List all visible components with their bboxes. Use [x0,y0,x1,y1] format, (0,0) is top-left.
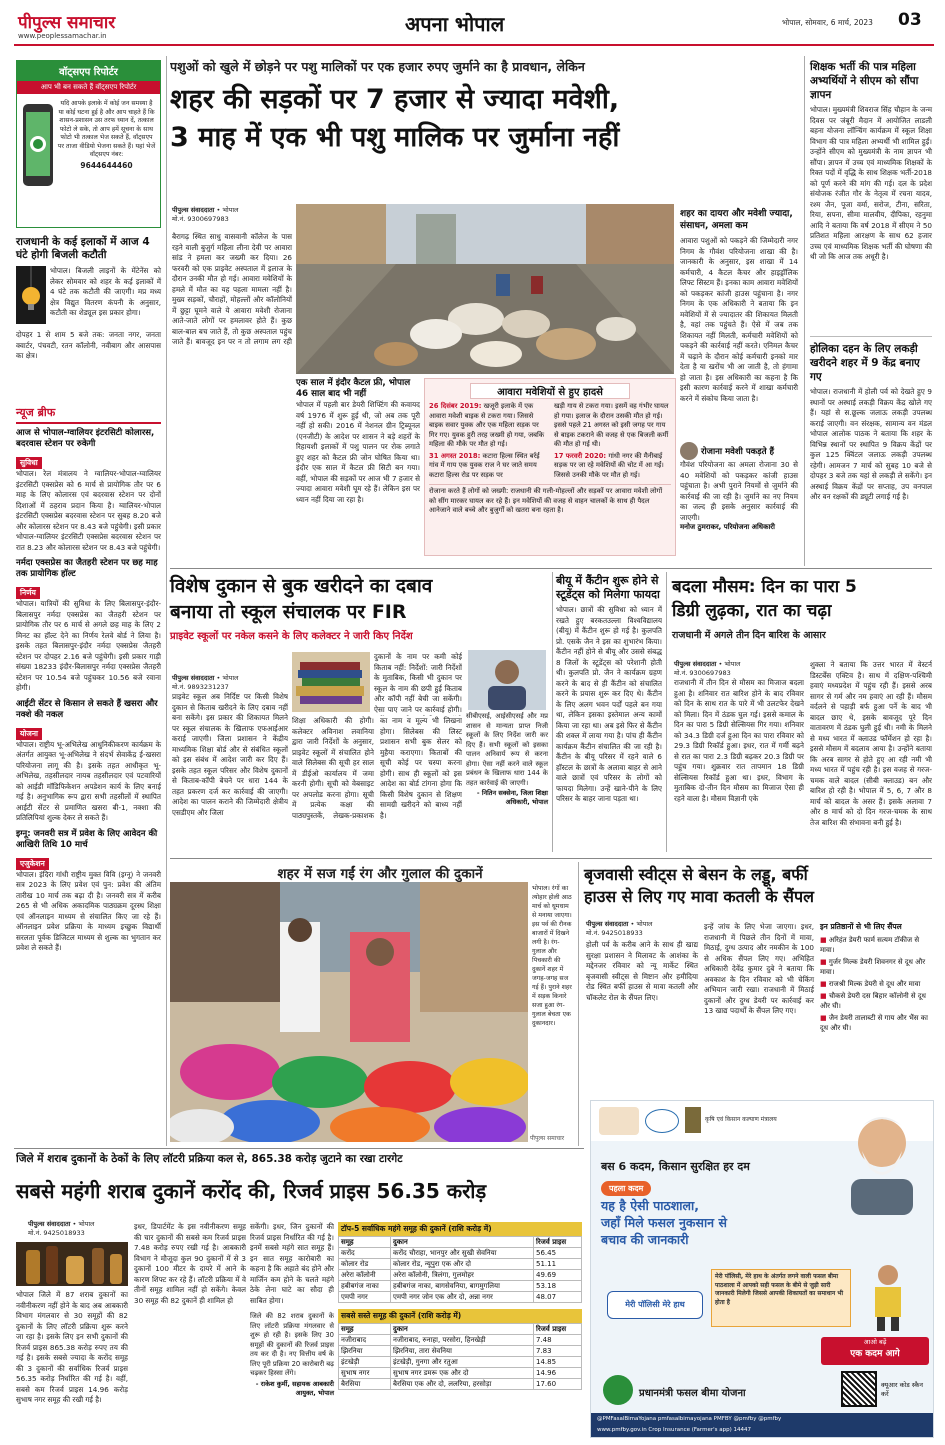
weather-headline-1: बदला मौसम: दिन का पारा 5 [672,577,857,597]
bu-article [556,574,662,835]
brief-headline: नर्मदा एक्सप्रेस का जैतहरी स्टेशन पर छह माह तक प्रायोगिक हॉल्ट [16,558,158,579]
liquor-body-3: सकेंगी। इधर, जिन दुकानों की रिजर्व प्राइस निर्धारित की गई है। इनमें सबसे महंगे सात समूह हैं। इन सात समूह कारोबारी का कहना है कि अहाते बंद होने और मार्जिन कम होने के चलते महंगे ठेके लेना घाटे का सौदा ही साबित होगा। [250,1222,334,1305]
lead-body: बैरागढ़ स्थित साधु वासवानी कॉलेज के पास रहने वाली बुजुर्ग महिला लीना देवी पर आवारा सांड ने हमला कर जख्मी कर दिया। 26 फरवरी को एक प्राइवेट अस्पताल में इलाज के दौरान उनकी मौत हो गई। आवारा मवेशियों के हमले में मौत का यह पहला मामला नहीं है। मुख्य सड़कों, चौराहों, मोहल्लों और कॉलोनियों में छुट्टा घूमने वाले ये आवारा मवेशी रोजाना आते-जाते लोगों पर हमलावर होते हैं। कुछ बाल-बाल बच जाते हैं, तो कुछ अस्पताल पहुंच जाते हैं। बावजूद इन पर न तो लगाम लग रही [172,232,292,346]
news-brief-label: न्यूज ब्रीफ [16,405,161,424]
ad-info-box: मेरी पॉलिसी, मेरे हाथ के अंतर्गत लगने वाली फसल बीमा पाठशाला में आपको सही फसल के बीमे से जुड़ी सारी जानकारी मिलेगी जिससे आपकी शिकायतों का समाधान भी होता है [711,1269,851,1327]
sweets-list [820,922,934,1035]
weather-subhead: राजधानी में अगले तीन दिन बारिश के आसार [672,630,826,641]
bu-headline: बीयू में कैंटीन शुरू होने से स्टूडेंट्स को मिलेगा फायदा [556,574,660,601]
lead-quote-box [680,442,798,532]
liquor-byline: पीपुल्स संवाददाता • भोपाल मो.नं. 9425018933 [28,1220,95,1237]
ad-title-3: बचाव की जानकारी [601,1232,689,1247]
sweets-byline: पीपुल्स संवाददाता • भोपाल मो.नं. 9425018933 [586,920,653,937]
quote-person-icon [680,442,698,460]
quote-author: मनोज ठुमराकर, परियोजना अधिकारी [680,523,775,531]
brief-headline: आईटी सेंटर से किसान ले सकते हैं खसरा और नक्शे की नकल [16,698,158,720]
pmfby-logo-icon [603,1375,633,1405]
news-brief-list [16,428,161,954]
brief-body: भोपाल। इंदिरा गांधी राष्ट्रीय मुक्त विवि (इग्नू) ने जनवरी सत्र 2023 के लिए प्रवेश एवं पुन: प्रवेश की अंतिम तारीख 10 मार्च तक बढ़ा दी है। जनवरी सत्र में करीब 265 से भी अधिक अकादमिक पाठ्यक्रम दूरस्थ शिक्षा एवं ऑनलाइन माध्यम से संचालित किए जा रहे हैं। ऑनलाइन प्रवेश प्रक्रिया के माध्यम इच्छुक विद्यार्थी सरलता पूर्वक डिजिटल माध्यम से शुल्क का भुगतान कर प्रवेश ले सकते हैं। [16,869,161,952]
top-table-title: टॉप-5 सर्वाधिक महंगे समूह की दुकानें (राशि करोड़ में) [338,1222,582,1236]
weather-headline-2: डिग्री लुढ़का, रात का चढ़ा [672,601,832,621]
bu-body: भोपाल। छात्रों की सुविधा को ध्यान में रखते हुए बरकतउल्ला विश्वविद्यालय (बीयू) में कैंटीन शुरू हो गई है। कुलपति प्रो. एसके जैन ने इस का शुभारंभ किया। कैंटीन नहीं होने से बीयू और उससे संबद्ध 8 जिलों के स्टूडेंट्स को परेशानी होती थी। कुलपति प्रो. जैन ने कार्यक्रम ग्रहण करने के बाद से ही कैंटीन को संचालित करने के प्रयास शुरू कर दिए थे। कैंटीन के लिए अलग भवन पर्दों पहले बन गया था, लेकिन इसका इस्तेमाल अन्य कामों किया जा रहा था। अब इसे फिर से कैंटीन की शक्ल में लाया गया है। पांच ही कैंटीन कार्यक्रम कैंटीन संचालित की जा रही है। कैंटीन के बीयू परिसर में रहने वाले 6 हॉस्टल के छात्रों के अलावा बाहर से आने वाले छात्रों एवं परिसर के लोगों को फायदा मिलेगा। उन्हें खाने-पीने के लिए परिसर के बाहर जाना पड़ता था। [556,605,662,803]
books-photo [292,652,370,712]
lead-headline-2: 3 माह में एक भी पशु मालिक पर जुर्माना नहीं [170,122,620,153]
lead-right-body: आवारा पशुओं को पकड़ने की जिम्मेदारी नगर निगम के गौवंश परियोजना शाखा की है। जानकारी के अनुसार, इस शाखा में 14 कर्मचारी, 4 कैटल कैचर और हाइड्रॉलिक लिफ्ट सिस्टम हैं। इनका काम आवारा मवेशियों को पकड़कर कांजी हाउस पहुंचाना है। नगर निगम के एक अधिकारी ने बताया कि इन मवेशियों में से ज्यादातर की शिकायत मिलती है, वहां तक पहुंचते हैं। ऐसे में जब तक शिकायत नहीं मिलती, कर्मचारी मवेशियों को पकड़ने की कार्रवाई नहीं करते। एनिमल कैचर में चढ़ाने के दौरान कोई कर्मचारी इनको मार देता है या खरोंच भी आ जाती है, तो हंगामा हो जाता है। इस अधिकारी का कहना है कि इसी कारण कार्रवाई करने में शाखा कर्मचारी करने में संकोच किया जाता है। [680,236,798,403]
quote-title: रोजाना मवेशी पकड़ते हैं [701,446,775,457]
ad-footer-web: www.pmfby.gov.in Crop Insurance (Farmer's app) 14447 [597,1427,751,1433]
accidents-box [424,378,676,556]
table-row: नजीराबाद नजीराबाद, रुनाहा, परसोरा, हिनखेड़ी 7.48 [339,1335,582,1346]
table-header: दुकान [391,1324,534,1335]
table-header-row [339,1324,582,1335]
whatsapp-box [16,60,161,228]
indore-body: भोपाल में पहली बार डेयरी शिफ्टिंग की कवायद वर्ष 1976 में शुरू हुई थी, जो अब तक पूरी नहीं हो सकी। 2016 में नेशनल ग्रीन ट्रिब्यूनल (एनजीटी) के आदेश पर शासन ने बड़े शहरों के रिहायशी इलाकों में पशु पालन पर रोक लगाते हुए शहर को कैटल फ्री जोन घोषित किया था। इंदौर एक साल में कैटल फ्री सिटी बन गया। वहीं, भोपाल की सड़कों पर आज भी 7 हजार से ज्यादा आवारा मवेशी घूम रहे हैं। लेकिन इस पर ध्यान नहीं दिया जा रहा है। [296,400,420,504]
indore-headline: एक साल में इंदौर कैटल फ्री, भोपाल 46 साल बाद भी नहीं [296,378,411,399]
brief-tag: निर्णय [16,587,40,599]
table-header: रिजर्व प्राइस [534,1237,582,1248]
school-subhead: प्राइवेट स्कूलों पर नकेल कसने के लिए कलेक्टर ने जारी किए निर्देश [170,631,413,642]
table-row: एमपी नगर एमपी नगर जोन एक और दो, अन्ना नगर 48.07 [339,1292,582,1303]
accident-item: 31 अगस्त 2018: कटारा हिल्स स्थित बर्रई गांव में गाय एक युवक राज ने घर जाते समय कटारा हिल्स रोड पर सड़क पर [429,451,540,479]
power-cut-schedule: दोपहर 1 से शाम 5 बजे तक: जनता नगर, जनता क्वार्टर, पंचवटी, रतन कॉलोनी, नवीबाग और आसपास का क्षेत्र। [16,330,161,360]
lead-photo-caption: शहर का दायरा और मवेशी ज्यादा, संसाधन, अमला कम [680,209,793,231]
byline-mobile: मो.नं. 9300697983 [172,215,229,223]
news-brief-item [16,699,161,824]
holi-photo-credit: पीपुल्स समाचार [530,1135,565,1142]
accident-item: 26 दिसंबर 2019: खजूरी इलाके में एक आवारा मवेशी बाइक से टकरा गया। जिससे बाइक सवार युवक और एक महिला सड़क पर गिर गए। युवक हुरी तरह जख्मी हो गया, जबकि महिला की मौके पर मौत हो गई। [429,402,545,448]
emblem-icon [685,1107,701,1133]
accidents-footer: रोजाना करते हैं लोगों को जख्मी: राजधानी की गली-मोहल्लों और सड़कों पर आवारा मवेशी लोगों को सींग मारकर घायल कर रहे हैं। इन मवेशियों की वजह से वाहन चालकों के साथ ही पैदल आनेजाने वाले बच्चे और बुजुर्गों को खतरा बना रहता है। [429,484,671,516]
sweets-list-title: इन प्रतिष्ठानों से भी लिए सैंपल [820,922,902,931]
ad-title-2: जहाँ मिले फसल नुकसान से [601,1215,727,1230]
brief-tag: एजुकेशन [16,858,49,870]
whatsapp-subtitle: आप भी बन सकते हैं वॉट्सएप रिपोर्टर [17,81,160,94]
school-headline-1: विशेष दुकान से बुक खरीदने का दबाव [170,575,433,597]
table-header: समूह [339,1324,391,1335]
byline-city: भोपाल [222,206,239,214]
accident-item: 17 फरवरी 2020: गांधी नगर की मैनीबाई सड़क पर जा रहे मवेशियों की चोट में आ गईं। जिससे उनकी मौके पर मौत हो गई। [553,451,664,479]
liquor-quote-author: - राकेश कुर्मी, सहायक आबकारी आयुक्त, भोपाल [255,1379,334,1397]
ad-cta-small: आओ बढ़ें [863,1338,887,1346]
ad-qr-text: क्यूआर कोड स्कैन करें [881,1381,923,1398]
news-brief-item [16,428,161,553]
page-number: 03 [898,10,922,30]
brief-body: भोपाल। राष्ट्रीय भू-अभिलेख आधुनिकीकरण कार्यक्रम के अंतर्गत आयुक्त भू-अभिलेख ने संदर्भ सेवाकेंद्र ई-खसरा परियोजना लागू की है। इसके तहत आधीकृत भू-अभिलेख, तहसीलदार नायब तहसीलदार एवं पटवारियों को आईडी मॉडिफिकेशन अपडेशन कार्य के लिए बनाई गई है। अनुभागिक रूप द्वारा सभी तहसीलों में स्थापित आईटी सेंटर से प्रमाणित खसरा बी-1, नक्शा की प्रतिलिपियां शुल्क देकर ले सकते हैं। [16,739,161,822]
weather-body-1: राजधानी में तीन दिन से मौसम का मिजाज बदला हुआ है। शनिवार रात बारिश होने के बाद रविवार को दिन के साथ रात के पारे में भी उलटफेर देखने को मिला। दिन में ठंडक घुल गई। इससे कमाल के दिन का पारा 5 डिग्री सेल्सियस गिर गया। शनिवार को 34.3 डिग्री दर्ज हुआ दिन का पारा रविवार को 29.3 डिग्री रिकॉर्ड हुआ। इधर, रात में गर्मी बढ़ने से रात का पारा 2.3 डिग्री बढ़कर 20.3 डिग्री पर पहुंच गया। शुक्रवार रात तापमान 18 डिग्री सेल्सियस रिकॉर्ड हुआ था। इधर, विभाग के मुताबिक दो-तीन दिन मौसम का मिजाज ऐसा ही रहने वाला है। मौसम विज्ञानी एके [674,678,804,803]
power-cut-headline: राजधानी के कई इलाकों में आज 4 घंटे होगी बिजली कटौती [16,236,150,261]
ad-step-label: पहला कदम [601,1181,651,1196]
brief-tag: योजना [16,728,42,740]
school-quote-photo [468,650,546,710]
power-cut-body: भोपाल। बिजली लाइनों के मेंटेनेंस को लेकर सोमवार को शहर के कई इलाकों में 4 घंटे तक कटौती की जाएगी। मप्र मध्य क्षेत्र विद्युत वितरण कंपनी के अनुसार, कटौती का शेड्यूल इस प्रकार होगा। [50,266,161,317]
liquor-headline: सबसे महंगी शराब दुकानें करोंद की, रिजर्व प्राइस 56.35 करोड़ [16,1179,487,1203]
table-row: करोंद करोंद चौराहा, भानपुर और सुखी सेवनिया 56.45 [339,1248,582,1259]
brief-body: भोपाल। यात्रियों की सुविधा के लिए बिलासपुर-इंदौर-बिलासपुर नर्मदा एक्सप्रेस का जैतहरी स्टेशन पर प्रायोगिक तौर पर 6 मार्च से अगले छह माह के लिए 2 मिनट का हॉल्ट देने का निर्णय रेलवे बोर्ड ने लिया है। इसके तहत बिलासपुर-इंदौर नर्मदा एक्सप्रेस जैतहरी स्टेशन पर दोपहर 2.16 बजे पहुंचेगी। इसी प्रकार गाड़ी संख्या 18233 इंदौर-बिलासपुर नर्मदा एक्सप्रेस जैतहरी स्टेशन पर 10.54 बजे पहुंचकर 10.56 बजे रवाना होगी। [16,599,161,692]
brief-headline: आज से भोपाल-ग्वालियर इंटरसिटी कोलारस, बदरवास स्टेशन पर रुकेगी [16,428,155,449]
brief-tag: सुविधा [16,457,42,469]
brief-headline: इग्नू: जनवरी सत्र में प्रवेश के लिए आवेदन की आखिरी तिथि 10 मार्च [16,828,158,850]
liquor-photo [16,1242,128,1286]
table-header: दुकान [391,1237,534,1248]
table-row: सुभाष नगर सुभाष नगर डमरू एक और दो 14.96 [339,1368,582,1379]
pmfby-ad [590,1100,934,1438]
liquor-kicker: जिले में शराब दुकानों के ठेकों के लिए लॉटरी प्रक्रिया कल से, 865.38 करोड़ जुटाने का रखा टारगेट [16,1153,403,1165]
sweets-list-item: ■ जैन डेयरी तालाब्टी से गाय और भैंस का दूध और घी। [820,1014,928,1032]
weather-body-2: शुक्ला ने बताया कि उत्तर भारत में वेस्टर्न डिस्टर्बेंस एक्टिव है। साथ में दक्षिण-पश्चिमी हवाएं मध्यप्रदेश में पहुंच रही हैं। इससे अरब सागर से गर्म और नम हवाएं आ रही हैं। मौसम वर्दलने से पहाड़ी बर्फ हुआ पर्ने के बाद भी बादल छाए थे, इसके बावजूद पूरे दिन वातावरण में ठंडक घुली हुई थी। नमी के मिलने से मध्य भारत में क्लाउड फॉर्मेशन हो रहा है। इससे मौसम में बदलाव आया है। उन्होंने बताया कि अरब सागर से होते हुए आ रही नमी भी मध्य भारत में पहुंच रही है। इस वजह से गरज-चमक वाले बादल (सीबी क्लाउड) बन और बारिश हो रही है। भोपाल में 5, 6, 7 और 8 मार्च को बादल के असर हैं। इसके अलावा 7 और 8 मार्च को दो दिन गरज-चमक के साथ तेज बारिश की संभावना बनी हुई है। [810,660,932,827]
whatsapp-title: वॉट्सएप रिपोर्टर [17,61,160,81]
sweets-list-item: ■ चौकसे डेयरी दस बिहार कॉलोनी से दूध और घी। [820,992,926,1010]
holi-wood-article [810,342,932,503]
school-body-2: शिक्षा अधिकारी की होगी। कलेक्टर अविनाश लवानिया द्वारा जारी निर्देशों के अनुसार, प्राइवेट स्कूलों में संचालित होने वाले सिलेबस की सूची हर साल में डीईओ कार्यालय में जमा करनी होगी। सूची को वेबसाइट पर अपलोड करना होगा। सूची में प्रत्येक कक्षा की पाठ्यपुस्तकें, लेखक-प्रकाशक का नाम व मूल्य भी लिखना होगा। सिलेबस की लिस्ट प्रशासन सभी बुक सेलर को मुहैया कराएगा। किताबों की सूची कोई पर चस्पा करना होगी। साथ ही स्कूलों को इस आदेश का बोर्ड टांगना होगा कि किसी विशेष दुकान से शिक्षण सामग्री खरीदने को बाध्य नहीं है। [292,716,462,820]
whatsapp-number: 9644644460 [80,160,133,170]
ad-footer [591,1413,934,1438]
holi-wood-body: भोपाल। राजधानी में होली पर्व को देखते हुए 9 स्थानों पर अस्थाई लकड़ी विक्रय केंद्र खोले गए हैं। यहां से स.छूल्क जलाऊ लकड़ी उपलब्ध कराई जाएगी। वन संरक्षक, सामान्य वन मंडल भोपाल आलोक पाठक ने बताया कि शहर के विभिन्न स्थानों पर स्थापित 9 विक्रय केंद्रों पर कुल 125 क्विंटल जलाऊ लकड़ी उपलब्ध रहेगी। आमजन 7 मार्च को सुबह 10 बजे से दोपहर 3 बजे तक यहां से लकड़ी ले सकेंगे। इन अस्थाई विक्रय केंद्रों पर सप्ताह, उप वनपाल और वन रक्षकों की ड्यूटी लगाई गई है। [810,387,932,501]
whatsapp-body: यदि आपके इलाके में कोई जन समस्या है या कोई घटना हुई है और आप चाहते हैं कि शासन-प्रशासन उस तरफ ध्यान दें, तत्काल फोटो ले सके, तो आप हमें सूचना के साथ फोटो भी तत्काल भेज सकते हैं, वॉट्सएप पर ताजा वीडियो भेजना सकते हैं। यहां भेजें वॉट्सएप नंबर: [57,100,156,158]
news-brief-item [16,558,161,694]
liquor-quote-body: जिले की 82 शराब दुकानों के लिए लॉटरी प्रक्रिया मंगलवार से शुरू हो रही है। इसके लिए 30 समूहों की दुकानों की रिजर्व प्राइस तय कर दी है। नए वित्तीय वर्ष के लिए पूरी प्रक्रिया 20 कारोबारी बढ़ चढ़कर हिस्सा लेंगे। [250,1312,334,1377]
liquor-tables [338,1222,582,1390]
lead-kicker: पशुओं को खुले में छोड़ने पर पशु मालिकों पर एक हजार रुपए जुर्माने का है प्रावधान, लेकिन [170,59,585,74]
g20-logo [645,1109,679,1133]
table-header-row [339,1237,582,1248]
table-row: इंटखेड़ी इंटखेड़ी, गुनगा और रतुआ 14.85 [339,1357,582,1368]
liquor-body-1: भोपाल जिले में 87 शराब दुकानों का नवीनीकरण नहीं होने के बाद अब आबकारी विभाग मंगलवार से 30 समूहों की 82 दुकानों के लिए लॉटरी प्रक्रिया शुरू करने जा रहा है। इसके लिए इन सभी दुकानों की रिजर्व प्राइस 865.38 करोड़ रुपए तय की गई है। इसके सबसे ज्यादा के करोंद समूह की 3 दुकानों की सर्वाधिक रिजर्व प्राइस 56.35 करोड़ निर्धारित की गई है। वहीं, सबसे कम रिजर्व प्राइस 14.96 करोड़ सुभाष नगर समूह की रखी गई है। [16,1290,128,1404]
ad-title-1: यह है ऐसी पाठशाला, [601,1198,699,1213]
teacher-article [810,60,932,263]
school-body-1: प्राइवेट स्कूल अब निर्दिष्ट पर किसी विशेष दुकान से किताब खरीदने के लिए दबाव नहीं बना सकेंगे। इस प्रकार की शिकायत मिलने पर स्कूल संचालक के खिलाफ एफआईआर कराई जाएगी। जिला प्रशासन ने केंद्रीय माध्यमिक शिक्षा बोर्ड और से संबंधित स्कूलों को इस संबंध में आदेश जारी कर दिए हैं। इसके तहत स्कूल परिसर और विशेष दुकानों से किताब-कॉपी बेचने पर धारा 144 के तहत प्रकरण दर्ज कर कार्रवाई की जाएगी। आदेश का पालन कराने की जिम्मेदारी क्षेत्रीय एसडीएम और जिला [172,692,288,817]
masthead [0,0,945,46]
table-row: कोलार रोड कोलार रोड, न्यूपुरा एक और दो 51.11 [339,1259,582,1270]
table-row: झिरनिया झिरनिया, तारा सेवनिया 7.83 [339,1346,582,1357]
sweets-list-item: ■ अरिहंत डेयरी फार्म सत्यम टॉकीज से मावा। [820,936,920,954]
sweets-body-2: इन्हें जांच के लिए भेजा जाएगा। इधर, राजधानी में पिछले तीन दिनों में मावा, मिठाई, दुग्ध उत्पाद और नमकीन के 100 से अधिक सैंपल लिए गए। अभिहित अधिकारी देवेंद्र कुमार दुबे ने बताया कि अवकाश के दिन रविवार को भी चेकिंग अभियान जारी रखा। राजधानी में मिठाई दुकानों और दुग्ध डेयरी पर कार्रवाई कर 13 खाद्य पदार्थों के सैंपल लिए गए। [704,922,814,1015]
table-row: बैरसिया बैरसिया एक और दो, ललरिया, हरसोड़ा 17.60 [339,1379,582,1390]
table-row: हबीबगंज नाका हबीबगंज नाका, बागसेवनिया, बागमुगलिया 53.18 [339,1281,582,1292]
low-table-title: सबसे सस्ते समूह की दुकानें (राशि करोड़ में) [338,1309,582,1323]
news-brief-item [16,829,161,954]
school-headline-2: बनाया तो स्कूल संचालक पर FIR [170,601,407,623]
top-table [338,1236,582,1303]
website: www.peoplessamachar.in [18,32,107,40]
bulb-icon [16,266,50,328]
quote-body: गौवंश परियोजना का अमला रोजाना 30 से 40 मवेशियों को पकड़कर कांजी हाउस पहुंचाता है। अभी पुराने नियमों से जुर्माने की कार्रवाई की जा रही है। जुर्माने का नए नियम का जल्द ही इसके अनुसार कार्रवाई की जाएगी। [680,460,798,522]
power-cut-article [16,236,161,362]
table-header: समूह [339,1237,391,1248]
school-body-3: दुकानों के नाम पर कमी कोई किताब नहीं: निर्देशों: जारी निर्देशों के मुताबिक, किसी भी दुकान पर स्कूल के नाम की छपी हुई किताब और कॉपी नहीं बेची जा सकेंगी। ऐसा पाए जाने पर कार्रवाई होगी। [374,652,462,714]
school-quote-body: सीबीएसई, आईसीएसई और मप्र शासन से मान्यता प्राप्त निजी स्कूलों के लिए निर्देश जारी कर दिए हैं। सभी स्कूलों को इसका पालन अनिवार्य रूप से करना होगा। ऐसा नहीं करने वाले स्कूल प्रबंधन के खिलाफ धारा 144 के तहत कार्रवाई की जाएगी। [466,712,548,787]
sweets-headline-1: बृजवासी स्वीट्स से बेसन के लड्डू, बर्फी [584,865,808,884]
cattle-photo [296,204,674,374]
sweets-list-item: ■ गुर्जर मिल्क डेयरी शिवनगर से दूध और मावा। [820,958,926,976]
ad-cta-label: एक कदम आगे [850,1349,900,1359]
school-byline: पीपुल्स संवाददाता • भोपाल मो.नं. 9893231237 [172,674,239,691]
dateline: भोपाल, सोमवार, 6 मार्च, 2023 [782,18,873,27]
weather-byline: पीपुल्स संवाददाता • भोपाल मो.नं. 9300697983 [674,660,741,677]
teacher-figure [861,1261,915,1331]
indore-box [296,378,420,505]
table-row: अरेरा कॉलोनी अरेरा कॉलोनी, त्रिलंगा, गुलमोहर 49.69 [339,1270,582,1281]
sweets-headline-2: हाउस से लिए गए मावा कतली के सैंपल [584,887,814,906]
lead-byline: पीपुल्स संवाददाता • भोपाल मो.नं. 9300697983 [172,206,239,223]
teacher-body: भोपाल। मुख्यमंत्री शिवराज सिंह चौहान के जन्म दिवस पर जंबूरी मैदान में आयोजित लाडली बहना योजना लॉन्चिंग कार्यक्रम में स्कूल शिक्षा विभाग की पात्र महिला अभ्यर्थी भी शामिल हुईं। उन्होंने सीएम को मुख्यमंत्री के नाम ज्ञापन भी सौंपा। ज्ञापन में उच्च एवं माध्यमिक शिक्षकों के रिक्त पदों में वृद्धि के साथ शिक्षक भर्ती-2018 को पूर्ण करने की मांग की गई। दल के प्रदेश संयोजक रंजीत गौर के नेतृत्व में रचना यादव, रश्म जैन, पूजा वर्मा, सरोज, टीना, सरिता, रिया, सपना, सीमा मालवीय, दीपिका, रहनुमा आदि ने बताया कि वर्ष 2018 में सीएम ने 50 प्रतिशत महिला आरक्षण के साथ 62 हजार उच्च एवं माध्यमिक शिक्षक भर्ती की घोषणा की थी जो कि आज तक अधूरी है। [810,105,932,261]
holi-colors-photo [170,882,528,1142]
byline-name: पीपुल्स संवाददाता [172,206,215,214]
qr-code-icon[interactable] [841,1371,877,1407]
ad-headline: बस 6 कदम, किसान सुरक्षित हर दम [601,1160,750,1173]
azadi-logo [599,1107,639,1135]
sweets-body-1: होली पर्व के करीब आने के साथ ही खाद्य सुरक्षा प्रशासन ने मिलावट के आशंका के मद्देनजर रविवार को न्यू मार्केट स्थित बृजवासी स्वीट्स से मिष्टान और हमीदिया रोड स्थित बर्फी हाउस से मावा कतली और चॉकलेट रोल के सैंपल लिए। [586,940,698,1002]
teacher-headline: शिक्षक भर्ती की पात्र महिला अभ्यर्थियों ने सीएम को सौंपा ज्ञापन [810,61,919,101]
low-table [338,1323,582,1390]
whatsapp-phone-icon [21,100,57,194]
sweets-list-item: ■ राजश्री मिल्क डेयरी से दूध और मावा [820,980,921,988]
school-quote [466,712,548,806]
accidents-title: आवारा मवेशियों से हुए हादसे [470,383,630,399]
holi-photo-headline: शहर में सज गईं रंग और गुलाल की दुकानें [277,866,483,882]
ad-cta[interactable] [821,1337,929,1365]
ad-scheme-name: प्रधानमंत्री फसल बीमा योजना [639,1388,746,1399]
accident-item: खड़ी गाय से टकरा गया। इसमें वह गंभीर घायल हो गया। इलाज के दौरान उसकी मौत हो गई। इससे पहले 21 अगस्त को इसी जगह पर गाय से बाइक टकराने की वजह से एक बिजली कर्मी की मौत हो गई थी। [553,402,669,448]
holi-photo-caption: भोपाल। रंगों का त्योहार होली आठ मार्च को धूमधाम से मनाया जाएगा। इस पर्व की रौनक बाजारों में दिखने लगी है। रंग-गुलाल और पिचकारी की दुकानें शहर में जगह-जगह सज गई हैं। पुराने शहर में सड़क किनारे सजा हुआ रंग-गुलाल बेचता एक दुकानदार। [532,885,572,1027]
brand-logo: पीपुल्स समाचार [18,13,116,33]
lead-headline-1: शहर की सड़कों पर 7 हजार से ज्यादा मवेशी, [170,84,620,115]
ad-footer-social: @PMFasalBimaYojana pmfasalbimayojana PMFBY @pmfby @pmfby [597,1416,782,1422]
brief-body: भोपाल। रेल मंत्रालय ने ग्वालियर-भोपाल-ग्वालियर इंटरसिटी एक्सप्रेस को 6 मार्च से प्रायोगिक तौर पर 6 माह के लिए कोलारस एवं बदरवास स्टेशन पर दोनों दिशाओं में ठहराव प्रदान किया है। ग्वालियर-भोपाल इंटरसिटी एक्सप्रेस बदरवास स्टेशन पर सुबह 8.20 बजे और कोलारस स्टेशन पर 8.43 बजे पहुंचेगी। इसी प्रकार भोपाल-ग्वालियर इंटरसिटी एक्सप्रेस बदरवास स्टेशन पर रात 8.23 और कोलारस स्टेशन पर 8.43 बजे पहुंचेगी। [16,469,161,552]
liquor-body-2: इधर, डिपार्टमेंट के इस नवीनीकरण समूह की चार दुकानों की सबसे कम रिजर्व प्राइस 7.48 करोड़ रुपए रखी गई है। आबकारी विभाग ने मौजूदा कुल 90 दुकानों में से 3 दुकानों 100 मीटर के दायरे में आने के कारण शिफ्ट कर रहे हैं। लॉटरी प्रक्रिया में वे तीनों समूह शामिल नहीं हो सकेंगे। केवल 30 समूह की 82 दुकानें ही शामिल हो [134,1222,246,1305]
liquor-quote [250,1312,334,1397]
holi-wood-headline: होलिका दहन के लिए लकड़ी खरीदने शहर में 9 केंद्र बनाए गए [810,343,920,383]
school-quote-author: - नितिन सक्सेना, जिला शिक्षा अधिकारी, भोपाल [476,789,548,806]
section-title: अपना भोपाल [405,12,505,36]
ad-badge: मेरी पॉलिसी मेरे हाथ [607,1291,703,1319]
ad-top-tagline: कृषि एवं किसान कल्याण मंत्रालय [705,1116,777,1123]
table-header: रिजर्व प्राइस [534,1324,582,1335]
